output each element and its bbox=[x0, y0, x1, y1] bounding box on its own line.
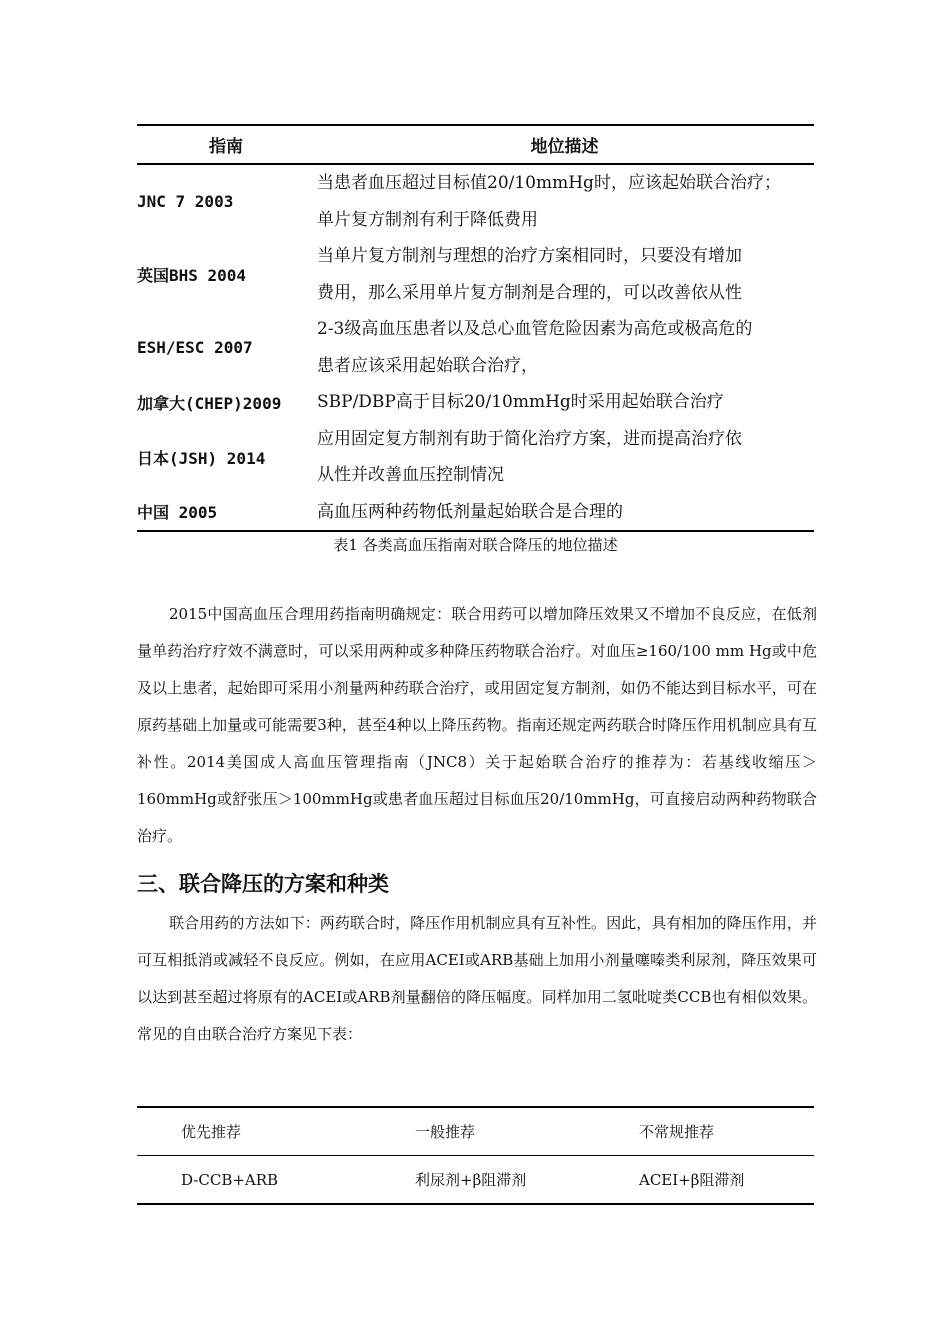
description-line: 2-3级高血压患者以及总心血管危险因素为高危或极高危的 bbox=[317, 319, 753, 339]
paragraph-combination-method bbox=[137, 905, 817, 1053]
table-row bbox=[137, 311, 814, 384]
table-row bbox=[137, 165, 814, 238]
description-line: 高血压两种药物低剂量起始联合是合理的 bbox=[317, 501, 623, 522]
description-line: 当患者血压超过目标值20/10mmHg时，应该起始联合治疗； bbox=[317, 173, 781, 193]
guide-description bbox=[317, 165, 814, 238]
description-line: SBP/DBP高于目标20/10mmHg时采用起始联合治疗 bbox=[317, 392, 724, 412]
guide-name: JNC 7 2003 bbox=[137, 192, 234, 211]
header-preferred: 优先推荐 bbox=[181, 1123, 242, 1141]
guide-name: 中国 2005 bbox=[137, 503, 218, 523]
guide-name: 英国BHS 2004 bbox=[137, 266, 247, 285]
table-caption: 表1 各类高血压指南对联合降压的地位描述 bbox=[333, 536, 618, 554]
table-header bbox=[137, 1108, 814, 1156]
guideline-table bbox=[137, 124, 814, 532]
paragraph-text: 2015中国高血压合理用药指南明确规定：联合用药可以增加降压效果又不增加不良反应，在低剂量单药治疗疗效不满意时，可以采用两种或多种降压药物联合治疗。对血压≥160/100 mm Hg或中危及以上患者，起始即可采用小剂量两种药联合治疗，或用固定复方制剂，如仍不能达到目标水平，可在原药基础上加量或可能需要3种，甚至4种以上降压药物。指南还规定两药联合时降压作用机制应具有互补性。2014美国成人高血压管理指南（JNC8）关于起始联合治疗的推荐为：若基线收缩压＞160mmHg或舒张压＞100mmHg或患者血压超过目标血压20/10mmHg，可直接启动两种药物联合治疗。 bbox=[137, 605, 817, 845]
description-line: 患者应该采用起始联合治疗， bbox=[317, 355, 538, 376]
guide-description bbox=[317, 384, 814, 421]
description-line: 单片复方制剂有利于降低费用 bbox=[317, 209, 538, 230]
description-line: 费用，那么采用单片复方制剂是合理的，可以改善依从性 bbox=[317, 282, 742, 303]
section-heading: 三、联合降压的方案和种类 bbox=[137, 872, 389, 896]
description-line: 从性并改善血压控制情况 bbox=[317, 465, 504, 485]
table-row bbox=[137, 421, 814, 494]
header-not-routine: 不常规推荐 bbox=[639, 1123, 715, 1141]
table-row bbox=[137, 384, 814, 421]
header-guide: 指南 bbox=[209, 137, 243, 157]
guide-description bbox=[317, 494, 814, 531]
guide-name: ESH/ESC 2007 bbox=[137, 338, 253, 357]
guide-name: 日本(JSH) 2014 bbox=[137, 448, 266, 468]
cell-preferred: D-CCB+ARB bbox=[181, 1170, 279, 1189]
paragraph-guideline-summary bbox=[137, 596, 817, 855]
paragraph-text: 联合用药的方法如下：两药联合时，降压作用机制应具有互补性。因此，具有相加的降压作用，并可互相抵消或减轻不良反应。例如，在应用ACEI或ARB基础上加用小剂量噻嗪类利尿剂，降压效果可以达到甚至超过将原有的ACEI或ARB剂量翻倍的降压幅度。同样加用二氢吡啶类CCB也有相似效果。常见的自由联合治疗方案见下表： bbox=[137, 914, 817, 1043]
header-general: 一般推荐 bbox=[415, 1123, 476, 1141]
guide-description bbox=[317, 421, 814, 494]
guide-description bbox=[317, 311, 814, 384]
table-row bbox=[137, 238, 814, 311]
combination-table bbox=[137, 1106, 814, 1205]
guide-description bbox=[317, 238, 814, 311]
table-row bbox=[137, 1156, 814, 1203]
table-header bbox=[137, 126, 814, 165]
guide-name: 加拿大(CHEP)2009 bbox=[137, 393, 282, 413]
cell-not-routine: ACEI+β阻滞剂 bbox=[639, 1171, 745, 1189]
description-line: 当单片复方制剂与理想的治疗方案相同时，只要没有增加 bbox=[317, 246, 742, 266]
table-row bbox=[137, 494, 814, 531]
header-description: 地位描述 bbox=[530, 137, 599, 157]
description-line: 应用固定复方制剂有助于简化治疗方案，进而提高治疗依 bbox=[317, 428, 742, 449]
cell-general: 利尿剂+β阻滞剂 bbox=[415, 1171, 527, 1189]
